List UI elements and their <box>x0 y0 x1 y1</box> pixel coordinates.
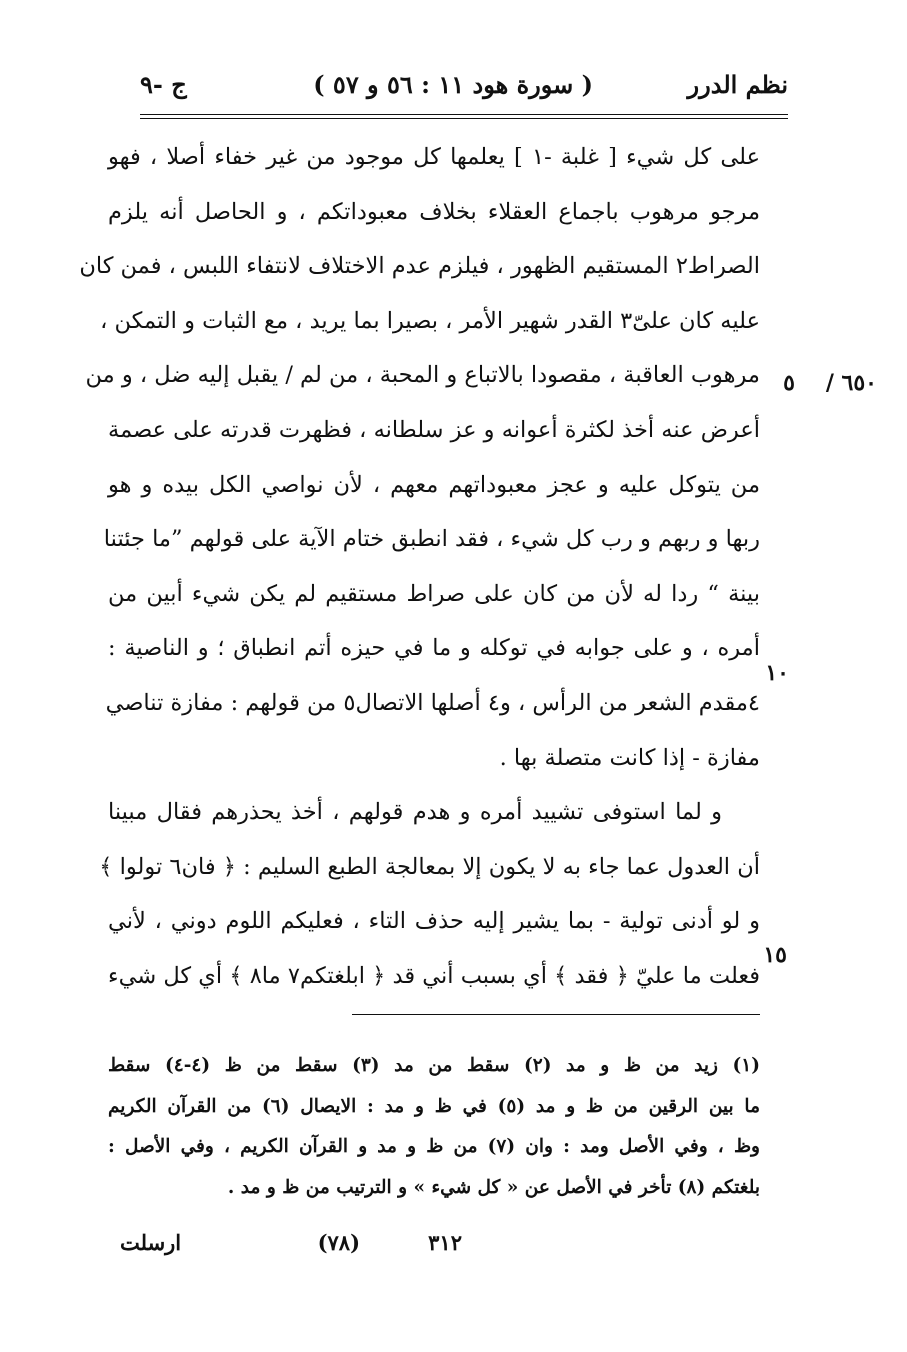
manuscript-folio-marker: ٦٥٠ / <box>825 370 877 396</box>
line-number-15: ١٥ <box>763 942 787 968</box>
footnote-line: بلغتكم (٨) تأخر في الأصل عن « كل شيء » و الترتيب من ظ و مد . <box>227 1176 760 1198</box>
text-line: عليه كان علىّ٣ القدر شهير الأمر ، بصيرا بما يريد ، مع الثبات و التمكن ، <box>100 307 760 334</box>
footnote-line: (١) زيد من ظ و مد (٢) سقط من مد (٣) سقط من ظ (٤-٤) سقط <box>108 1055 760 1076</box>
catchword: ارسلت <box>120 1230 182 1255</box>
text-line: بينة “ ردا له لأن من كان على صراط مستقيم لم يكن شيء أبين من <box>108 580 760 607</box>
header-rule-bottom <box>140 118 788 119</box>
text-line: مرجو مرهوب باجماع العقلاء بخلاف معبوداتكم ، و الحاصل أنه يلزم <box>108 198 760 225</box>
footnote-rule <box>352 1014 760 1015</box>
text-line: أمره ، و على جوابه في توكله و ما في حيزه أتم انطباق ؛ و الناصية : <box>108 635 760 662</box>
plate-number: (٧٨) <box>317 1230 360 1255</box>
text-line: أعرض عنه أخذ لكثرة أعوانه و عز سلطانه ، فظهرت قدرته على عصمة <box>108 416 760 443</box>
text-line: و لو أدنى تولية - بما يشير إليه حذف التاء ، فعليكم اللوم دوني ، لأني <box>108 908 760 935</box>
header-rule-top <box>140 114 788 115</box>
text-line: من يتوكل عليه و عجز معبوداتهم معهم ، لأن نواصي الكل بيده و هو <box>108 471 760 498</box>
surah-reference: ( سورة هود ١١ : ٥٦ و ٥٧ ) <box>313 70 593 99</box>
page-footer <box>108 1230 760 1270</box>
text-line: مفازة - إذا كانت متصلة بها . <box>499 744 760 771</box>
text-line: و لما استوفى تشييد أمره و هدم قولهم ، أخذ يحذرهم فقال مبينا <box>108 799 722 826</box>
text-line: ربها و ربهم و رب كل شيء ، فقد انطبق ختام الآية على قولهم ”ما جئتنا <box>103 526 760 553</box>
line-number-10: ١٠ <box>765 660 789 686</box>
main-text <box>79 130 761 1004</box>
volume-label: ج -٩ <box>140 70 187 99</box>
line-number-5: ٥ <box>783 370 795 396</box>
book-title: نظم الدرر <box>687 70 788 99</box>
text-line: أن العدول عما جاء به لا يكون إلا بمعالجة الطبع السليم : ﴿ فان٦ تولوا ﴾ <box>99 853 760 880</box>
text-line: على كل شيء [ غلبة -١ ] يعلمها كل موجود من غير خفاء أصلا ، فهو <box>108 144 760 170</box>
footnotes <box>108 1046 760 1208</box>
footnote-line: ما بين الرقين من ظ و مد (٥) في ظ و مد : الايصال (٦) من القرآن الكريم <box>108 1095 760 1117</box>
text-line: ٤مقدم الشعر من الرأس ، و٤ أصلها الاتصال٥ من قولهم : مفازة تناصي <box>105 689 760 716</box>
page-number: ٣١٢ <box>428 1230 462 1255</box>
text-line: الصراط٢ المستقيم الظهور ، فيلزم عدم الاختلاف لانتفاء اللبس ، فمن كان <box>79 253 760 280</box>
running-header <box>140 70 788 110</box>
text-line: مرهوب العاقبة ، مقصودا بالاتباع و المحبة ، من لم / يقبل إليه ضل ، و من <box>85 362 760 389</box>
text-line: فعلت ما عليّ ﴿ فقد ﴾ أي بسبب أني قد ﴿ ابلغتكم٧ ما٨ ﴾ أي كل شيء <box>108 962 761 989</box>
footnote-line: وظ ، وفي الأصل ومد : وان (٧) من ظ و مد و القرآن الكريم ، وفي الأصل : <box>108 1136 760 1157</box>
